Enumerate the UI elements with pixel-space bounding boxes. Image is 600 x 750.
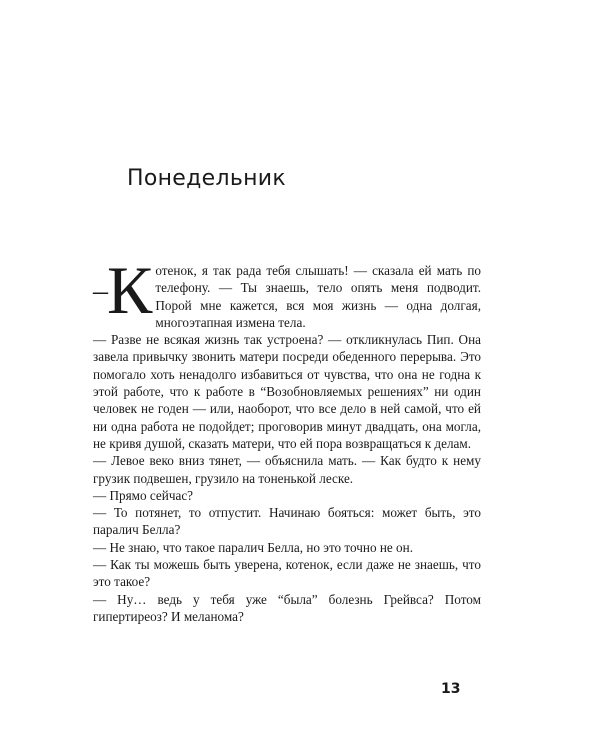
paragraph-1 xyxy=(93,252,481,331)
body-text xyxy=(93,252,481,625)
drop-cap-letter: К xyxy=(107,252,153,328)
paragraph-7: — Как ты можешь быть уверена, котенок, если даже не знаешь, что это такое? xyxy=(93,557,481,590)
paragraph-2: — Разве не всякая жизнь так устроена? — откликнулась Пип. Она завела привычку звонить матери посреди обеденного перерыва. Это помогало хоть ненадолго избавиться от чувства, что она не годна к этой работе, что к работе в “Возобновляемых решениях” ни один человек не годен — или, наоборот, что все дело в ней самой, что ей ни одна работа не подойдет; проговорив минут двадцать, она могла, не кривя душой, сказать матери, что ей пора возвращаться к делам. xyxy=(93,332,481,451)
paragraph-8: — Ну… ведь у тебя уже “была” болезнь Грейвса? Потом гипертиреоз? И меланома? xyxy=(93,591,481,624)
chapter-title: Понедельник xyxy=(127,166,286,191)
drop-cap xyxy=(93,252,153,328)
drop-cap-dash: – xyxy=(93,274,108,307)
paragraph-6: — Не знаю, что такое паралич Белла, но это точно не он. xyxy=(93,539,413,555)
page-number: 13 xyxy=(441,681,461,697)
paragraph-5: — То потянет, то отпустит. Начинаю бояться: может быть, это паралич Белла? xyxy=(93,505,481,538)
paragraph-4: — Прямо сейчас? xyxy=(93,487,194,503)
paragraph-1-text: отенок, я так рада тебя слышать! — сказала ей мать по телефону. — Ты знаешь, тело опять меня подводит. Порой мне кажется, вся моя жизнь — одна долгая, многоэтапная измена тела. xyxy=(155,263,481,330)
paragraph-3: — Левое веко вниз тянет, — объяснила мать. — Как будто к нему грузик подвешен, грузило на тоненькой леске. xyxy=(93,453,481,486)
